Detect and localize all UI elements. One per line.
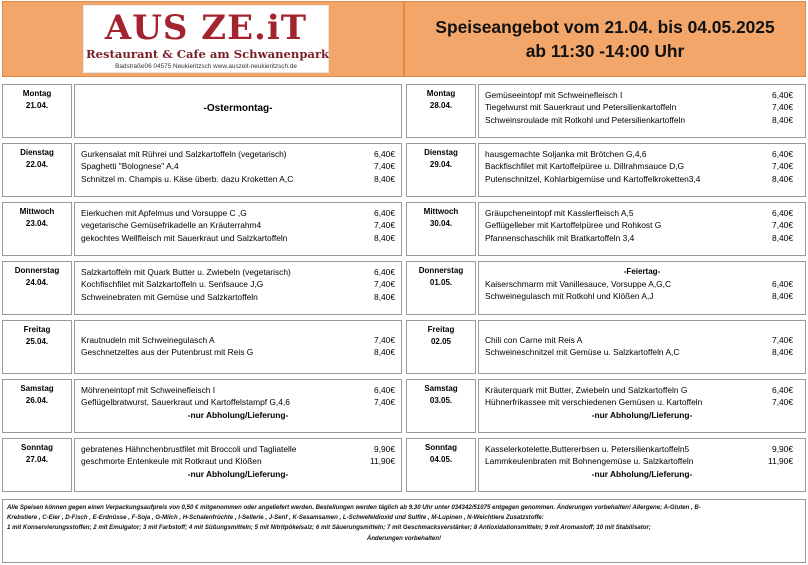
header-logo-panel <box>2 1 404 77</box>
day-date: 28.04. <box>429 101 453 110</box>
logo-wordmark: AUS ZE.iT <box>104 8 308 48</box>
dish-row <box>479 101 805 113</box>
day-label-box <box>2 202 72 256</box>
dish-price: 7,40€ <box>772 102 793 113</box>
dish-name: Schweinsroulade mit Rotkohl und Petersilienkartoffeln <box>485 114 686 125</box>
day-menu-box <box>74 261 402 315</box>
day-label-box <box>2 261 72 315</box>
dish-name: Kräuterquark mit Butter, Zwiebeln und Salzkartoffeln G <box>485 385 688 395</box>
dish-row <box>479 443 805 455</box>
dish-row <box>75 148 401 160</box>
weekday-name: Freitag <box>23 325 51 334</box>
day-date: 24.04. <box>25 278 49 287</box>
dish-row <box>75 266 401 278</box>
dish-price: 6,40€ <box>772 385 793 395</box>
weekday-name: Dienstag <box>20 148 54 157</box>
dish-row <box>479 334 805 346</box>
dish-row <box>479 455 805 467</box>
dish-name: Geflügelbratwurst, Sauerkraut und Kartoffelstampf G,4,6 <box>81 397 290 408</box>
dish-name: Hühnerfrikassee mit verschiedenen Gemüsen u. Kartoffeln <box>485 397 703 408</box>
dish-row <box>479 232 805 244</box>
day-date: 22.04. <box>25 160 49 169</box>
day-label-box <box>2 320 72 374</box>
day-date: 29.04. <box>429 160 453 169</box>
dish-row <box>479 346 805 358</box>
weekday-name: Samstag <box>424 384 458 393</box>
dish-price: 8,40€ <box>772 114 793 125</box>
dish-row <box>479 384 805 396</box>
dish-name: Gräupcheneintopf mit Kasslerfleisch A,5 <box>485 208 634 218</box>
day-label-box <box>2 379 72 433</box>
restaurant-logo <box>83 5 329 73</box>
dish-row <box>75 207 401 219</box>
weekday-name: Montag <box>426 89 456 98</box>
dish-price: 7,40€ <box>374 397 395 408</box>
dish-name: gebratenes Hähnchenbrustfilet mit Broccoli und Tagliatelle <box>81 444 297 454</box>
dish-price: 7,40€ <box>374 279 395 290</box>
dish-price: 11,90€ <box>370 456 395 467</box>
header-title-panel <box>404 1 806 77</box>
dish-price: 11,90€ <box>768 456 793 467</box>
dish-row <box>75 219 401 231</box>
day-label-box <box>406 202 476 256</box>
dish-row <box>75 173 401 185</box>
dish-row <box>479 148 805 160</box>
weekday-name: Donnerstag <box>418 266 464 275</box>
day-menu-box <box>74 143 402 197</box>
day-date: 25.04. <box>25 337 49 346</box>
pickup-note: -nur Abholung/Lieferung- <box>187 468 289 479</box>
holiday-label: -Ostermontag- <box>203 103 273 114</box>
dish-name: Putenschnitzel, Kohlarbigemüse und Kartoffelkroketten3,4 <box>485 173 701 184</box>
dish-price: 8,40€ <box>772 173 793 184</box>
dish-name: Pfannenschaschlik mit Bratkartoffeln 3,4 <box>485 232 635 243</box>
menu-title: Speiseangebot vom 21.04. bis 04.05.2025 <box>435 17 775 37</box>
weekday-name: Sonntag <box>21 443 53 452</box>
day-date: 30.04. <box>429 219 453 228</box>
dish-price: 7,40€ <box>374 220 395 231</box>
footer-line: Krebstiere , C-Eier , D-Fisch , E-Erdnüsse , F-Soja , G-Milch , H-Schalenfrüchte , I-Sellerie , J-Senf , K-Sesamsamen , L-Schwefeldioxid und Sulfite , M-Lupinen , N-Weichtiere Zusatzstoffe: <box>7 514 544 522</box>
dish-name: Krautnudeln mit Schweinegulasch A <box>81 335 215 345</box>
dish-name: vegetarische Gemüsefrikadelle an Kräuterrahm4 <box>81 220 262 231</box>
logo-subtitle: Restaurant & Cafe am Schwanenpark <box>86 47 330 61</box>
dish-price: 8,40€ <box>772 232 793 243</box>
holiday-label: -Feiertag- <box>623 267 661 276</box>
day-label-box <box>406 379 476 433</box>
day-menu-box <box>478 438 806 492</box>
dish-row <box>75 396 401 408</box>
day-date: 02.05 <box>430 337 452 346</box>
dish-price: 7,40€ <box>772 397 793 408</box>
dish-name: Tiegelwurst mit Sauerkraut und Petersilienkartoffeln <box>485 102 677 113</box>
menu-time: ab 11:30 -14:00 Uhr <box>525 41 685 61</box>
dish-name: Gurkensalat mit Rührei und Salzkartoffeln (vegetarisch) <box>81 149 287 159</box>
weekday-name: Sonntag <box>425 443 457 452</box>
day-label-box <box>2 84 72 138</box>
day-date: 01.05. <box>429 278 453 287</box>
weekday-name: Samstag <box>20 384 54 393</box>
weekday-name: Mittwoch <box>19 207 55 216</box>
dish-row <box>479 396 805 408</box>
dish-name: Gemüseeintopf mit Schweinefleisch I <box>485 90 623 100</box>
day-date: 26.04. <box>25 396 49 405</box>
dish-row <box>75 384 401 396</box>
dish-name: Lammkeulenbraten mit Bohnengemüse u. Salzkartoffeln <box>485 456 694 467</box>
dish-name: Geflügelleber mit Kartoffelpüree und Rohkost G <box>485 220 662 231</box>
dish-name: gekochtes Wellfleisch mit Sauerkraut und Salzkartoffeln <box>81 232 288 243</box>
dish-row <box>75 346 401 358</box>
day-menu-box <box>74 438 402 492</box>
dish-row <box>75 160 401 172</box>
day-menu-box <box>478 261 806 315</box>
footer-line: Alle Speisen können gegen einen Verpackungsaufpreis von 0,50 € mitgenommen oder angeliefert werden. Bestellungen werden täglich ab 9.30 Uhr unter 034342/51075 entgegen genommen. Änderungen vorbehalten! Allergene; A-Gluten , B- <box>7 504 701 511</box>
dish-price: 8,40€ <box>374 291 395 302</box>
pickup-note: -nur Abholung/Lieferung- <box>591 468 693 479</box>
weekday-name: Montag <box>22 89 52 98</box>
logo-address: Badstraße06 04575 Neukieritzsch www.auszeit-neukieritzsch.de <box>115 63 297 70</box>
dish-price: 6,40€ <box>772 90 793 100</box>
dish-name: Backfischfilet mit Kartoffelpüree u. Dillrahmsauce D,G <box>485 161 685 172</box>
dish-name: Eierkuchen mit Apfelmus und Vorsuppe C ,G <box>81 208 247 218</box>
dish-name: Schweinebraten mit Gemüse und Salzkartoffeln <box>81 291 258 302</box>
dish-row <box>479 114 805 126</box>
dish-price: 6,40€ <box>772 149 793 159</box>
day-menu-box <box>74 84 402 138</box>
day-date: 04.05. <box>429 455 453 464</box>
dish-name: Spaghetti "Bolognese" A,4 <box>81 161 179 172</box>
day-label-box <box>406 143 476 197</box>
dish-row <box>75 455 401 467</box>
dish-row <box>479 89 805 101</box>
dish-price: 8,40€ <box>772 291 793 302</box>
dish-row <box>479 278 805 290</box>
day-label-box <box>2 143 72 197</box>
dish-price: 7,40€ <box>772 161 793 172</box>
dish-price: 8,40€ <box>374 347 395 358</box>
dish-price: 6,40€ <box>772 208 793 218</box>
day-menu-box <box>478 84 806 138</box>
dish-name: Salzkartoffeln mit Quark Butter u. Zwiebeln (vegetarisch) <box>81 267 291 277</box>
day-label-box <box>406 84 476 138</box>
dish-price: 8,40€ <box>374 232 395 243</box>
dish-name: Möhreneintopf mit Schweinefleisch I <box>81 385 216 395</box>
dish-price: 8,40€ <box>772 347 793 358</box>
dish-price: 7,40€ <box>374 335 395 345</box>
pickup-note: -nur Abholung/Lieferung- <box>187 409 289 420</box>
dish-name: Chili con Carne mit Reis A <box>485 335 583 345</box>
dish-name: Kochfischfilet mit Salzkartoffeln u. Senfsauce J,G <box>81 279 264 290</box>
dish-price: 9,90€ <box>374 444 395 454</box>
dish-name: Schnitzel m. Champis u. Käse überb. dazu Kroketten A,C <box>81 173 294 184</box>
dish-price: 8,40€ <box>374 173 395 184</box>
day-menu-box <box>478 202 806 256</box>
dish-row <box>75 334 401 346</box>
dish-name: Geschnetzeltes aus der Putenbrust mit Reis G <box>81 347 254 358</box>
day-date: 27.04. <box>25 455 49 464</box>
day-menu-box <box>74 379 402 433</box>
day-label-box <box>406 320 476 374</box>
dish-price: 6,40€ <box>374 208 395 218</box>
day-menu-box <box>478 379 806 433</box>
dish-price: 7,40€ <box>772 220 793 231</box>
weekday-name: Donnerstag <box>14 266 60 275</box>
dish-row <box>479 219 805 231</box>
dish-price: 6,40€ <box>374 267 395 277</box>
dish-row <box>479 207 805 219</box>
dish-price: 6,40€ <box>374 385 395 395</box>
dish-row <box>479 173 805 185</box>
allergen-footer <box>2 499 806 563</box>
weekday-name: Dienstag <box>424 148 458 157</box>
pickup-note: -nur Abholung/Lieferung- <box>591 409 693 420</box>
day-label-box <box>406 438 476 492</box>
dish-price: 9,90€ <box>772 444 793 454</box>
day-menu-box <box>478 320 806 374</box>
dish-price: 6,40€ <box>374 149 395 159</box>
dish-row <box>479 290 805 302</box>
day-menu-box <box>74 320 402 374</box>
dish-row <box>479 160 805 172</box>
dish-name: Schweineschnitzel mit Gemüse u. Salzkartoffeln A,C <box>485 347 680 358</box>
dish-price: 7,40€ <box>374 161 395 172</box>
day-date: 03.05. <box>429 396 453 405</box>
dish-name: hausgemachte Soljanka mit Brötchen G,4,6 <box>485 149 647 159</box>
day-label-box <box>406 261 476 315</box>
weekday-name: Mittwoch <box>423 207 459 216</box>
day-menu-box <box>478 143 806 197</box>
weekday-name: Freitag <box>427 325 455 334</box>
dish-name: geschmorte Entenkeule mit Rotkraut und Klößen <box>81 456 262 467</box>
day-menu-box <box>74 202 402 256</box>
footer-line: 1 mit Konservierungsstoffen; 2 mit Emulgator; 3 mit Farbstoff; 4 mit Süßungsmitteln; 5 mit Nitritpökelsalz; 6 mit Säuerungsmitteln; 7 mit Geschmacksverstärker; 8 Antioxidationsmitteln; 9 mit Aromastoff; 10 mit Stabilisator; <box>7 524 651 532</box>
dish-name: Kasselerkotelette,Buttererbsen u. Petersilienkartoffeln5 <box>485 444 690 454</box>
dish-row <box>75 443 401 455</box>
footer-line: Änderungen vorbehalten! <box>366 534 442 542</box>
dish-row <box>75 278 401 290</box>
dish-price: 7,40€ <box>772 335 793 345</box>
day-date: 21.04. <box>25 101 49 110</box>
day-label-box <box>2 438 72 492</box>
dish-name: Kaiserschmarrn mit Vanillesauce, Vorsuppe A,G,C <box>485 279 672 289</box>
day-date: 23.04. <box>25 219 49 228</box>
dish-row <box>75 232 401 244</box>
dish-row <box>75 291 401 303</box>
dish-name: Schweinegulasch mit Rotkohl und Klößen A,J <box>485 291 654 302</box>
dish-price: 6,40€ <box>772 279 793 289</box>
